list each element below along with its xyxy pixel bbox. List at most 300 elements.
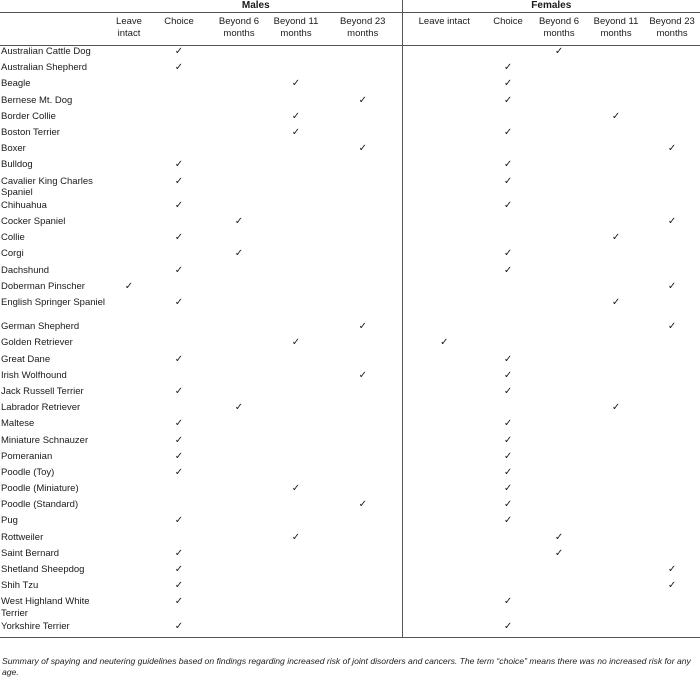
male-col-1-cell <box>148 451 210 467</box>
female-col-2-cell <box>530 95 588 111</box>
male-col-0-cell <box>110 418 148 434</box>
checkmark-icon: ✓ <box>503 434 513 446</box>
checkmark-icon: ✓ <box>174 564 184 576</box>
checkmark-icon: ✓ <box>174 232 184 244</box>
checkmark-icon: ✓ <box>440 337 449 349</box>
checkmark-icon: ✓ <box>554 547 564 559</box>
checkmark-icon: ✓ <box>554 46 564 57</box>
checkmark-icon: ✓ <box>174 620 184 632</box>
table-row <box>0 62 700 78</box>
male-col-3-cell <box>268 354 324 370</box>
male-col-4-cell <box>324 321 402 337</box>
male-col-1-cell <box>148 499 210 515</box>
male-col-1-cell <box>148 532 210 548</box>
male-col-1-cell <box>148 596 210 620</box>
male-col-1-cell <box>148 321 210 337</box>
male-col-3-cell <box>268 621 324 638</box>
female-col-4-cell <box>644 451 700 467</box>
male-col-3-cell <box>268 143 324 159</box>
male-col-4-cell <box>324 467 402 483</box>
breed-name: English Springer Spaniel <box>1 296 106 308</box>
male-col-0-cell <box>110 370 148 386</box>
table-row <box>0 564 700 580</box>
female-col-1-cell <box>486 621 530 638</box>
female-col-0-cell <box>402 265 486 281</box>
blank-header <box>0 0 110 13</box>
table-row <box>0 297 700 321</box>
female-col-1-cell <box>486 281 530 297</box>
male-col-0-cell <box>110 216 148 232</box>
checkmark-icon: ✓ <box>358 94 367 106</box>
male-beyond-23-header: Beyond 23 months <box>324 13 402 46</box>
male-col-2-cell <box>210 248 268 264</box>
table-row <box>0 580 700 596</box>
male-col-1-cell <box>148 621 210 638</box>
male-col-2-cell <box>210 337 268 353</box>
breed-name: Maltese <box>1 418 35 430</box>
male-col-4-cell <box>324 78 402 94</box>
female-col-4-cell <box>644 580 700 596</box>
male-col-1-cell <box>148 176 210 200</box>
male-col-2-cell <box>210 232 268 248</box>
female-col-0-cell <box>402 46 486 63</box>
female-col-1-cell <box>486 62 530 78</box>
checkmark-icon: ✓ <box>611 110 621 122</box>
female-col-1-cell <box>486 95 530 111</box>
table-row <box>0 548 700 564</box>
male-col-0-cell <box>110 321 148 337</box>
male-col-2-cell <box>210 321 268 337</box>
male-col-4-cell <box>324 483 402 499</box>
breed-name: Chihuahua <box>1 199 47 211</box>
female-col-2-cell <box>530 281 588 297</box>
breed-name: Pomeranian <box>1 450 53 462</box>
male-col-2-cell <box>210 370 268 386</box>
female-col-4-cell <box>644 370 700 386</box>
male-col-3-cell <box>268 200 324 216</box>
checkmark-icon: ✓ <box>174 515 184 527</box>
female-col-2-cell <box>530 337 588 353</box>
female-col-4-cell <box>644 564 700 580</box>
female-col-4-cell <box>644 176 700 200</box>
female-col-1-cell <box>486 127 530 143</box>
male-col-1-cell <box>148 337 210 353</box>
female-col-2-cell <box>530 621 588 638</box>
male-col-0-cell <box>110 435 148 451</box>
male-col-0-cell <box>110 499 148 515</box>
male-col-0-cell <box>110 62 148 78</box>
female-col-1-cell <box>486 216 530 232</box>
female-col-2-cell <box>530 297 588 321</box>
breed-name: Cavalier King Charles Spaniel <box>1 175 93 198</box>
female-col-4-cell <box>644 111 700 127</box>
checkmark-icon: ✓ <box>503 369 513 381</box>
table-row <box>0 265 700 281</box>
male-col-2-cell <box>210 402 268 418</box>
male-col-1-cell <box>148 370 210 386</box>
female-col-1-cell <box>486 515 530 531</box>
male-col-4-cell <box>324 386 402 402</box>
male-col-4-cell <box>324 232 402 248</box>
male-col-1-cell <box>148 580 210 596</box>
male-col-0-cell <box>110 46 148 63</box>
checkmark-icon: ✓ <box>291 483 301 495</box>
checkmark-icon: ✓ <box>174 46 184 57</box>
male-col-0-cell <box>110 621 148 638</box>
breed-name: Bulldog <box>1 159 33 171</box>
male-col-4-cell <box>324 337 402 353</box>
male-col-4-cell <box>324 548 402 564</box>
checkmark-icon: ✓ <box>174 466 184 478</box>
checkmark-icon: ✓ <box>124 280 134 292</box>
male-col-0-cell <box>110 386 148 402</box>
table-row <box>0 483 700 499</box>
female-col-0-cell <box>402 483 486 499</box>
male-col-4-cell <box>324 402 402 418</box>
female-col-4-cell <box>644 78 700 94</box>
checkmark-icon: ✓ <box>174 175 184 187</box>
female-col-3-cell <box>588 580 644 596</box>
male-col-0-cell <box>110 159 148 175</box>
checkmark-icon: ✓ <box>234 248 244 260</box>
male-col-2-cell <box>210 78 268 94</box>
checkmark-icon: ✓ <box>503 264 513 276</box>
male-col-3-cell <box>268 159 324 175</box>
female-col-3-cell <box>588 176 644 200</box>
male-col-4-cell <box>324 176 402 200</box>
male-col-4-cell <box>324 46 402 63</box>
checkmark-icon: ✓ <box>291 110 301 122</box>
checkmark-icon: ✓ <box>503 175 513 187</box>
male-col-4-cell <box>324 596 402 620</box>
female-leave-intact-header: Leave intact <box>402 13 486 46</box>
female-col-1-cell <box>486 483 530 499</box>
male-col-2-cell <box>210 46 268 63</box>
female-col-4-cell <box>644 386 700 402</box>
female-col-0-cell <box>402 321 486 337</box>
female-col-0-cell <box>402 78 486 94</box>
male-col-0-cell <box>110 248 148 264</box>
male-col-4-cell <box>324 621 402 638</box>
female-col-0-cell <box>402 402 486 418</box>
male-col-2-cell <box>210 483 268 499</box>
female-col-0-cell <box>402 62 486 78</box>
male-choice-header: Choice <box>148 13 210 46</box>
breed-name: Doberman Pinscher <box>1 280 85 292</box>
checkmark-icon: ✓ <box>503 620 513 632</box>
male-col-0-cell <box>110 337 148 353</box>
female-col-4-cell <box>644 321 700 337</box>
female-col-2-cell <box>530 143 588 159</box>
female-col-4-cell <box>644 127 700 143</box>
female-col-2-cell <box>530 265 588 281</box>
male-col-3-cell <box>268 248 324 264</box>
breed-name: Yorkshire Terrier <box>0 621 110 638</box>
female-col-1-cell <box>486 435 530 451</box>
checkmark-icon: ✓ <box>291 78 301 90</box>
breed-name: Dachshund <box>1 264 50 276</box>
table-row <box>0 216 700 232</box>
female-col-0-cell <box>402 297 486 321</box>
table-caption: Summary of spaying and neutering guidelines based on findings regarding increased risk of joint disorders and cancers. The term “choice” means there was no increased risk for any age. <box>2 656 691 677</box>
female-col-0-cell <box>402 111 486 127</box>
female-col-0-cell <box>402 248 486 264</box>
female-col-4-cell <box>644 95 700 111</box>
female-col-3-cell <box>588 232 644 248</box>
male-col-2-cell <box>210 418 268 434</box>
checkmark-icon: ✓ <box>358 143 367 155</box>
female-col-0-cell <box>402 580 486 596</box>
male-col-3-cell <box>268 111 324 127</box>
table-row <box>0 418 700 434</box>
male-col-0-cell <box>110 95 148 111</box>
male-col-4-cell <box>324 265 402 281</box>
male-col-1-cell <box>148 386 210 402</box>
female-col-4-cell <box>644 232 700 248</box>
female-col-0-cell <box>402 532 486 548</box>
female-col-4-cell <box>644 143 700 159</box>
female-col-3-cell <box>588 337 644 353</box>
male-col-3-cell <box>268 499 324 515</box>
female-col-2-cell <box>530 321 588 337</box>
male-col-2-cell <box>210 111 268 127</box>
female-col-2-cell <box>530 46 588 63</box>
table-body <box>0 46 700 638</box>
female-col-4-cell <box>644 46 700 63</box>
table-row <box>0 127 700 143</box>
male-col-0-cell <box>110 580 148 596</box>
female-col-1-cell <box>486 499 530 515</box>
group-header-row <box>0 0 700 13</box>
table-row <box>0 78 700 94</box>
female-col-3-cell <box>588 370 644 386</box>
checkmark-icon: ✓ <box>503 94 513 106</box>
female-col-0-cell <box>402 548 486 564</box>
female-col-1-cell <box>486 337 530 353</box>
breed-name: Pug <box>1 515 18 527</box>
female-col-3-cell <box>588 467 644 483</box>
female-col-0-cell <box>402 621 486 638</box>
male-col-4-cell <box>324 127 402 143</box>
male-col-4-cell <box>324 62 402 78</box>
female-col-2-cell <box>530 232 588 248</box>
male-col-1-cell <box>148 232 210 248</box>
checkmark-icon: ✓ <box>503 385 513 397</box>
female-col-1-cell <box>486 143 530 159</box>
checkmark-icon: ✓ <box>291 337 301 349</box>
female-col-4-cell <box>644 515 700 531</box>
male-col-0-cell <box>110 467 148 483</box>
male-col-1-cell <box>148 548 210 564</box>
male-col-1-cell <box>148 467 210 483</box>
female-col-0-cell <box>402 127 486 143</box>
checkmark-icon: ✓ <box>611 402 621 414</box>
male-col-1-cell <box>148 483 210 499</box>
male-col-0-cell <box>110 596 148 620</box>
female-col-4-cell <box>644 402 700 418</box>
female-col-2-cell <box>530 370 588 386</box>
female-col-3-cell <box>588 111 644 127</box>
checkmark-icon: ✓ <box>174 434 184 446</box>
female-col-4-cell <box>644 159 700 175</box>
male-col-3-cell <box>268 435 324 451</box>
checkmark-icon: ✓ <box>667 321 677 333</box>
female-col-4-cell <box>644 548 700 564</box>
male-col-0-cell <box>110 281 148 297</box>
table-row <box>0 451 700 467</box>
female-col-4-cell <box>644 297 700 321</box>
table-row <box>0 111 700 127</box>
checkmark-icon: ✓ <box>554 531 564 543</box>
checkmark-icon: ✓ <box>174 296 184 308</box>
checkmark-icon: ✓ <box>174 199 184 211</box>
female-col-1-cell <box>486 532 530 548</box>
female-col-3-cell <box>588 499 644 515</box>
male-col-4-cell <box>324 499 402 515</box>
female-col-4-cell <box>644 248 700 264</box>
female-col-2-cell <box>530 451 588 467</box>
female-col-4-cell <box>644 200 700 216</box>
female-col-1-cell <box>486 248 530 264</box>
male-col-3-cell <box>268 127 324 143</box>
female-col-3-cell <box>588 483 644 499</box>
female-col-1-cell <box>486 596 530 620</box>
male-col-1-cell <box>148 143 210 159</box>
male-col-3-cell <box>268 232 324 248</box>
male-col-2-cell <box>210 435 268 451</box>
breed-name: German Shepherd <box>1 321 80 333</box>
male-col-3-cell <box>268 78 324 94</box>
checkmark-icon: ✓ <box>503 159 513 171</box>
breed-name: Irish Wolfhound <box>1 369 67 381</box>
checkmark-icon: ✓ <box>358 369 367 381</box>
checkmark-icon: ✓ <box>174 596 184 608</box>
male-col-2-cell <box>210 451 268 467</box>
breed-name: Australian Shepherd <box>1 62 88 74</box>
female-col-1-cell <box>486 451 530 467</box>
male-col-3-cell <box>268 548 324 564</box>
male-col-0-cell <box>110 354 148 370</box>
female-col-1-cell <box>486 297 530 321</box>
breed-name: Labrador Retriever <box>1 402 81 414</box>
female-col-3-cell <box>588 248 644 264</box>
male-col-0-cell <box>110 127 148 143</box>
female-col-0-cell <box>402 370 486 386</box>
female-col-3-cell <box>588 596 644 620</box>
male-col-0-cell <box>110 451 148 467</box>
breed-name: Poodle (Standard) <box>1 499 79 511</box>
female-col-2-cell <box>530 386 588 402</box>
female-col-3-cell <box>588 435 644 451</box>
checkmark-icon: ✓ <box>291 126 301 138</box>
female-col-2-cell <box>530 435 588 451</box>
female-col-3-cell <box>588 95 644 111</box>
male-col-2-cell <box>210 95 268 111</box>
female-col-3-cell <box>588 143 644 159</box>
table-row <box>0 232 700 248</box>
table-row <box>0 467 700 483</box>
female-col-1-cell <box>486 200 530 216</box>
female-col-1-cell <box>486 580 530 596</box>
checkmark-icon: ✓ <box>611 296 621 308</box>
female-col-0-cell <box>402 499 486 515</box>
female-col-2-cell <box>530 78 588 94</box>
female-col-0-cell <box>402 281 486 297</box>
female-col-2-cell <box>530 418 588 434</box>
breed-name: Great Dane <box>1 353 51 365</box>
male-col-1-cell <box>148 46 210 63</box>
checkmark-icon: ✓ <box>174 264 184 276</box>
male-col-4-cell <box>324 451 402 467</box>
female-col-2-cell <box>530 402 588 418</box>
breed-name: Beagle <box>1 78 31 90</box>
male-col-0-cell <box>110 232 148 248</box>
female-col-1-cell <box>486 321 530 337</box>
breed-name: Bernese Mt. Dog <box>1 94 73 106</box>
male-col-3-cell <box>268 483 324 499</box>
column-header-row <box>0 13 700 46</box>
female-col-0-cell <box>402 354 486 370</box>
female-col-1-cell <box>486 548 530 564</box>
female-col-2-cell <box>530 483 588 499</box>
female-col-3-cell <box>588 564 644 580</box>
table-row <box>0 402 700 418</box>
female-col-2-cell <box>530 499 588 515</box>
checkmark-icon: ✓ <box>174 547 184 559</box>
female-col-3-cell <box>588 321 644 337</box>
male-col-2-cell <box>210 281 268 297</box>
male-col-3-cell <box>268 564 324 580</box>
table-row <box>0 386 700 402</box>
male-col-4-cell <box>324 216 402 232</box>
breed-name: Boxer <box>1 143 26 155</box>
male-col-2-cell <box>210 62 268 78</box>
female-col-0-cell <box>402 451 486 467</box>
female-col-0-cell <box>402 386 486 402</box>
female-col-1-cell <box>486 354 530 370</box>
female-col-4-cell <box>644 483 700 499</box>
male-col-2-cell <box>210 176 268 200</box>
male-col-1-cell <box>148 281 210 297</box>
breed-name: Poodle (Miniature) <box>1 483 79 495</box>
female-col-1-cell <box>486 46 530 63</box>
male-col-3-cell <box>268 95 324 111</box>
female-col-3-cell <box>588 402 644 418</box>
male-col-0-cell <box>110 483 148 499</box>
female-col-4-cell <box>644 337 700 353</box>
checkmark-icon: ✓ <box>503 78 513 90</box>
female-col-3-cell <box>588 621 644 638</box>
male-col-0-cell <box>110 297 148 321</box>
checkmark-icon: ✓ <box>503 248 513 260</box>
male-beyond-11-header: Beyond 11 months <box>268 13 324 46</box>
female-col-3-cell <box>588 127 644 143</box>
female-col-2-cell <box>530 111 588 127</box>
checkmark-icon: ✓ <box>503 418 513 430</box>
female-col-0-cell <box>402 232 486 248</box>
male-col-4-cell <box>324 580 402 596</box>
male-col-4-cell <box>324 297 402 321</box>
breed-name: Golden Retriever <box>1 337 73 349</box>
female-col-3-cell <box>588 200 644 216</box>
female-col-0-cell <box>402 596 486 620</box>
checkmark-icon: ✓ <box>503 353 513 365</box>
checkmark-icon: ✓ <box>174 159 184 171</box>
female-beyond-11-header: Beyond 11 months <box>588 13 644 46</box>
table-row <box>0 621 700 638</box>
male-col-0-cell <box>110 265 148 281</box>
male-col-1-cell <box>148 78 210 94</box>
